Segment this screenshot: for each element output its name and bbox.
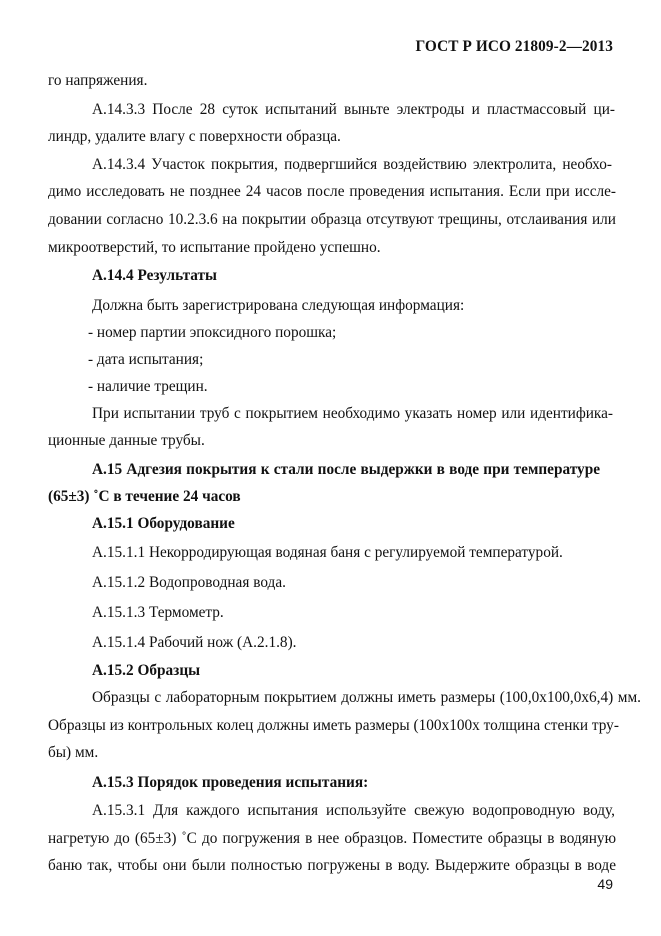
text-line: линдр, удалите влагу с поверхности образца. [48, 128, 341, 145]
section-heading: А.15 Адгезия покрытия к стали после выдержки в воде при температуре [92, 461, 600, 478]
list-item: - дата испытания; [88, 351, 204, 368]
text-line: димо исследовать не позднее 24 часов после проведения испытания. Если при иссле- [48, 183, 616, 200]
section-heading: А.15.2 Образцы [92, 662, 201, 679]
section-heading: А.15.1 Оборудование [92, 515, 235, 532]
text-line: А.15.1.1 Некорродирующая водяная баня с регулируемой температурой. [92, 544, 563, 561]
text-line: А.14.3.4 Участок покрытия, подвергшийся воздействию электролита, необхо- [92, 156, 612, 173]
text-line: баню так, чтобы они были полностью погружены в воду. Выдержите образцы в воде [48, 857, 616, 874]
text-line: А.15.1.4 Рабочий нож (А.2.1.8). [92, 634, 297, 651]
page-number: 49 [597, 876, 613, 892]
text-line: А.14.3.3 После 28 суток испытаний выньте электроды и пластмассовый ци- [92, 101, 615, 118]
text-line: довании согласно 10.2.3.6 на покрытии образца отсутвуют трещины, отслаивания или [48, 211, 616, 228]
text-line: А.15.1.3 Термометр. [92, 604, 224, 621]
list-item: - наличие трещин. [88, 378, 208, 395]
text-line: При испытании труб с покрытием необходимо указать номер или идентифика- [92, 405, 613, 422]
text-line: А.15.3.1 Для каждого испытания используйте свежую водопроводную воду, [92, 802, 615, 819]
text-line: нагретую до (65±3) ˚С до погружения в нее образцов. Поместите образцы в водяную [48, 830, 616, 847]
section-heading: А.15.3 Порядок проведения испытания: [92, 774, 369, 791]
text-line: го напряжения. [48, 72, 148, 89]
text-line: микроотверстий, то испытание пройдено успешно. [48, 239, 381, 256]
document-header: ГОСТ Р ИСО 21809-2—2013 [415, 38, 613, 55]
text-line: Образцы из контрольных колец должны иметь размеры (100х100х толщина стенки тру- [48, 717, 619, 734]
list-item: - номер партии эпоксидного порошка; [88, 324, 337, 341]
text-line: ционные данные трубы. [48, 432, 205, 449]
section-heading: А.14.4 Результаты [92, 267, 217, 284]
section-heading: (65±3) ˚С в течение 24 часов [48, 488, 241, 505]
text-line: Образцы с лабораторным покрытием должны иметь размеры (100,0х100,0х6,4) мм. [92, 689, 641, 706]
text-line: бы) мм. [48, 744, 99, 761]
text-line: Должна быть зарегистрирована следующая информация: [92, 297, 465, 314]
text-line: А.15.1.2 Водопроводная вода. [92, 574, 286, 591]
